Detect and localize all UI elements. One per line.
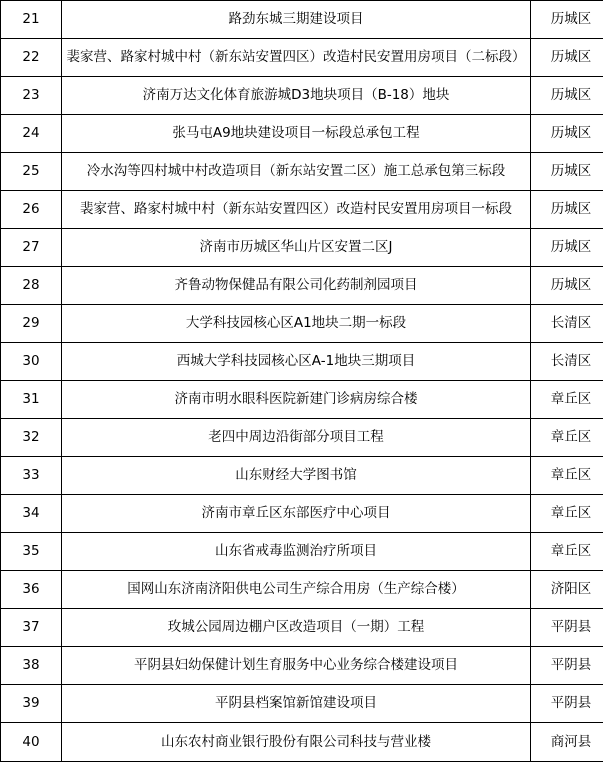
- table-row: [1, 381, 603, 419]
- table-body: [1, 1, 603, 762]
- table-row: [1, 267, 603, 305]
- district: 历城区: [531, 1, 603, 39]
- table-row: [1, 77, 603, 115]
- project-name: 平阴县档案馆新馆建设项目: [62, 685, 531, 723]
- row-number: 34: [1, 495, 62, 533]
- project-name: 路劲东城三期建设项目: [62, 1, 531, 39]
- project-name: 山东财经大学图书馆: [62, 457, 531, 495]
- row-number: 36: [1, 571, 62, 609]
- row-number: 40: [1, 723, 62, 762]
- table-row: [1, 533, 603, 571]
- table-row: [1, 305, 603, 343]
- row-number: 24: [1, 115, 62, 153]
- row-number: 23: [1, 77, 62, 115]
- row-number: 21: [1, 1, 62, 39]
- row-number: 30: [1, 343, 62, 381]
- district: 历城区: [531, 267, 603, 305]
- row-number: 26: [1, 191, 62, 229]
- district: 历城区: [531, 191, 603, 229]
- district: 章丘区: [531, 381, 603, 419]
- project-name: 张马屯A9地块建设项目一标段总承包工程: [62, 115, 531, 153]
- project-name: 山东省戒毒监测治疗所项目: [62, 533, 531, 571]
- row-number: 35: [1, 533, 62, 571]
- project-name: 裴家营、路家村城中村（新东站安置四区）改造村民安置用房项目（二标段）: [62, 39, 531, 77]
- district: 长清区: [531, 343, 603, 381]
- project-name: 平阴县妇幼保健计划生育服务中心业务综合楼建设项目: [62, 647, 531, 685]
- district: 平阴县: [531, 647, 603, 685]
- row-number: 32: [1, 419, 62, 457]
- row-number: 33: [1, 457, 62, 495]
- district: 济阳区: [531, 571, 603, 609]
- table-row: [1, 457, 603, 495]
- district: 章丘区: [531, 419, 603, 457]
- table-row: [1, 419, 603, 457]
- district: 历城区: [531, 153, 603, 191]
- table-row: [1, 153, 603, 191]
- table-row: [1, 495, 603, 533]
- row-number: 22: [1, 39, 62, 77]
- project-name: 齐鲁动物保健品有限公司化药制剂园项目: [62, 267, 531, 305]
- table-row: [1, 343, 603, 381]
- table-row: [1, 39, 603, 77]
- district: 章丘区: [531, 457, 603, 495]
- row-number: 38: [1, 647, 62, 685]
- table-row: [1, 723, 603, 762]
- project-name: 济南市历城区华山片区安置二区J: [62, 229, 531, 267]
- district: 历城区: [531, 115, 603, 153]
- district: 商河县: [531, 723, 603, 762]
- row-number: 37: [1, 609, 62, 647]
- project-name: 裴家营、路家村城中村（新东站安置四区）改造村民安置用房项目一标段: [62, 191, 531, 229]
- project-name: 西城大学科技园核心区A-1地块三期项目: [62, 343, 531, 381]
- district: 章丘区: [531, 533, 603, 571]
- row-number: 25: [1, 153, 62, 191]
- district: 历城区: [531, 39, 603, 77]
- project-name: 山东农村商业银行股份有限公司科技与营业楼: [62, 723, 531, 762]
- project-name: 济南市明水眼科医院新建门诊病房综合楼: [62, 381, 531, 419]
- project-name: 国网山东济南济阳供电公司生产综合用房（生产综合楼）: [62, 571, 531, 609]
- table-row: [1, 115, 603, 153]
- district: 历城区: [531, 77, 603, 115]
- district: 平阴县: [531, 685, 603, 723]
- row-number: 29: [1, 305, 62, 343]
- table-row: [1, 191, 603, 229]
- project-name: 济南万达文化体育旅游城D3地块项目（B-18）地块: [62, 77, 531, 115]
- project-name: 济南市章丘区东部医疗中心项目: [62, 495, 531, 533]
- project-name: 玫城公园周边棚户区改造项目（一期）工程: [62, 609, 531, 647]
- district: 历城区: [531, 229, 603, 267]
- district: 章丘区: [531, 495, 603, 533]
- row-number: 39: [1, 685, 62, 723]
- project-name: 大学科技园核心区A1地块二期一标段: [62, 305, 531, 343]
- table-row: [1, 571, 603, 609]
- table-row: [1, 685, 603, 723]
- table-row: [1, 229, 603, 267]
- district: 平阴县: [531, 609, 603, 647]
- project-name: 冷水沟等四村城中村改造项目（新东站安置二区）施工总承包第三标段: [62, 153, 531, 191]
- table-row: [1, 1, 603, 39]
- row-number: 28: [1, 267, 62, 305]
- row-number: 27: [1, 229, 62, 267]
- table-row: [1, 647, 603, 685]
- row-number: 31: [1, 381, 62, 419]
- district: 长清区: [531, 305, 603, 343]
- project-name: 老四中周边沿街部分项目工程: [62, 419, 531, 457]
- table-row: [1, 609, 603, 647]
